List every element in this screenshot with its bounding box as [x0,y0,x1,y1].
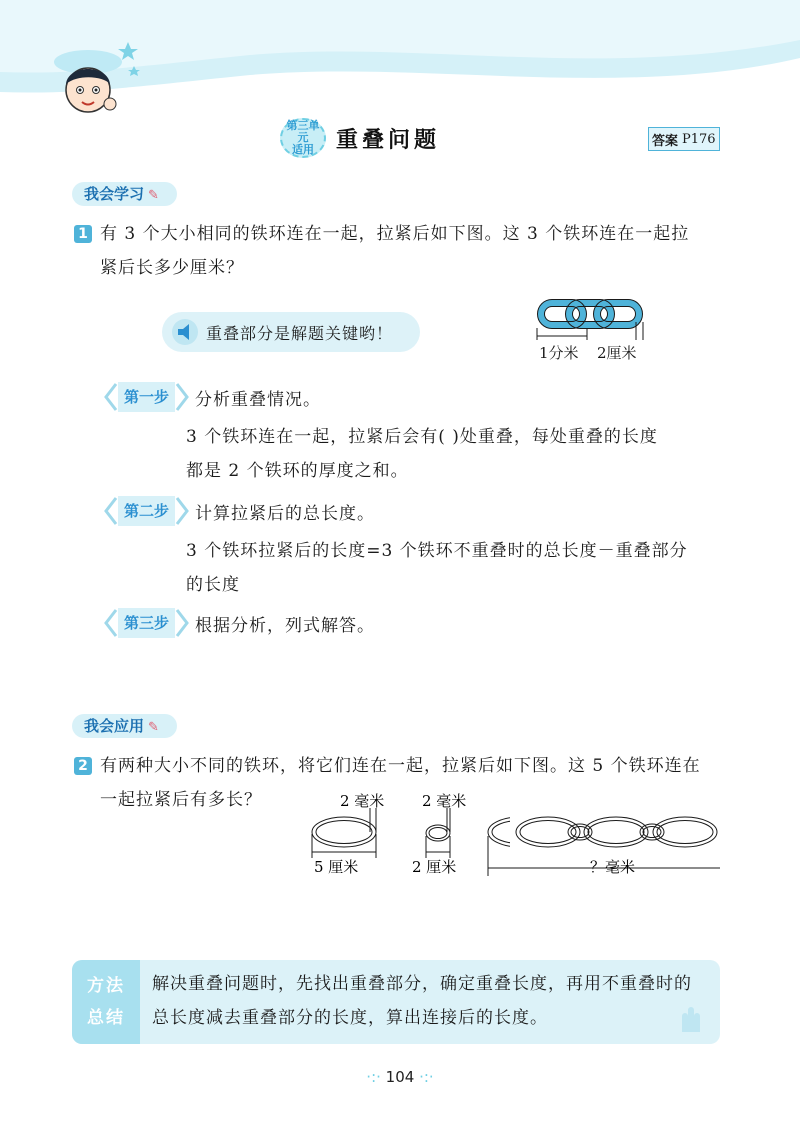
step-3 [102,608,375,638]
question-text: 有两种大小不同的铁环，将它们连在一起，拉紧后如下图。这 5 个铁环连在 [100,756,701,776]
step-1 [102,382,321,412]
speaker-icon [170,317,200,347]
chevron-left-icon [102,496,118,526]
mascot-boy-icon [48,40,128,120]
method-summary-text: 解决重叠问题时，先找出重叠部分，确定重叠长度，再用不重叠时的 总长度减去重叠部分的长度，算出连接后的长度。 [152,974,692,1028]
hint-bubble: 重叠部分是解题关键哟！ [162,312,420,352]
pen-icon: ✎ [148,188,159,203]
chevron-right-icon [175,382,191,412]
step-2-detail: 3 个铁环拉紧后的长度=3 个铁环不重叠时的总长度－重叠部分 的长度 [186,541,688,595]
step-1-detail: 3 个铁环连在一起，拉紧后会有( )处重叠，每处重叠的长度 都是 2 个铁环的厚度之和。 [186,427,658,481]
small-ring-length-label: 2 厘米 [412,858,457,876]
ring-width-label: 1分米 [539,344,579,362]
method-summary-label: 方法 总结 [72,960,140,1044]
question-number: 2 [74,757,92,775]
three-rings-figure [525,292,655,364]
step-2 [102,496,375,526]
chevron-left-icon [102,608,118,638]
big-ring-length-label: 5 厘米 [314,858,359,876]
answer-label: 答案 [652,133,679,149]
section-tag-learn: 我会学习 ✎ [72,182,177,206]
question-number: 1 [74,225,92,243]
hand-decoration-icon [676,1004,704,1034]
page-header [280,118,440,158]
ring-thickness-label: 2厘米 [597,344,637,362]
step-title: 分析重叠情况。 [195,389,322,410]
chevron-left-icon [102,382,118,412]
dots-decoration-icon: ·:· [419,1068,434,1086]
chevron-right-icon [175,496,191,526]
step-label: 第一步 [118,382,175,412]
question-text: 有 3 个大小相同的铁环连在一起，拉紧后如下图。这 3 个铁环连在一起拉 紧后长多少厘米？ [100,224,690,278]
answer-reference [648,127,720,151]
question-text-cont: 一起拉紧后有多长？ [100,790,262,810]
page-title: 重叠问题 [336,127,441,153]
step-label: 第二步 [118,496,175,526]
big-ring-thickness-label: 2 毫米 [340,792,385,810]
unit-badge: 第三单元 适用 [280,118,326,158]
rings-chain-figure [300,786,720,882]
pen-icon: ✎ [148,720,159,735]
answer-page: P176 [682,131,716,147]
page-number: ·:· 104 ·:· [366,1068,434,1086]
chevron-right-icon [175,608,191,638]
dots-decoration-icon: ·:· [366,1068,381,1086]
section-tag-apply: 我会应用 ✎ [72,714,177,738]
small-ring-thickness-label: 2 毫米 [422,792,467,810]
chain-length-label: ？毫米 [590,858,636,876]
step-title: 根据分析，列式解答。 [195,615,376,636]
step-label: 第三步 [118,608,175,638]
step-title: 计算拉紧后的总长度。 [195,503,376,524]
